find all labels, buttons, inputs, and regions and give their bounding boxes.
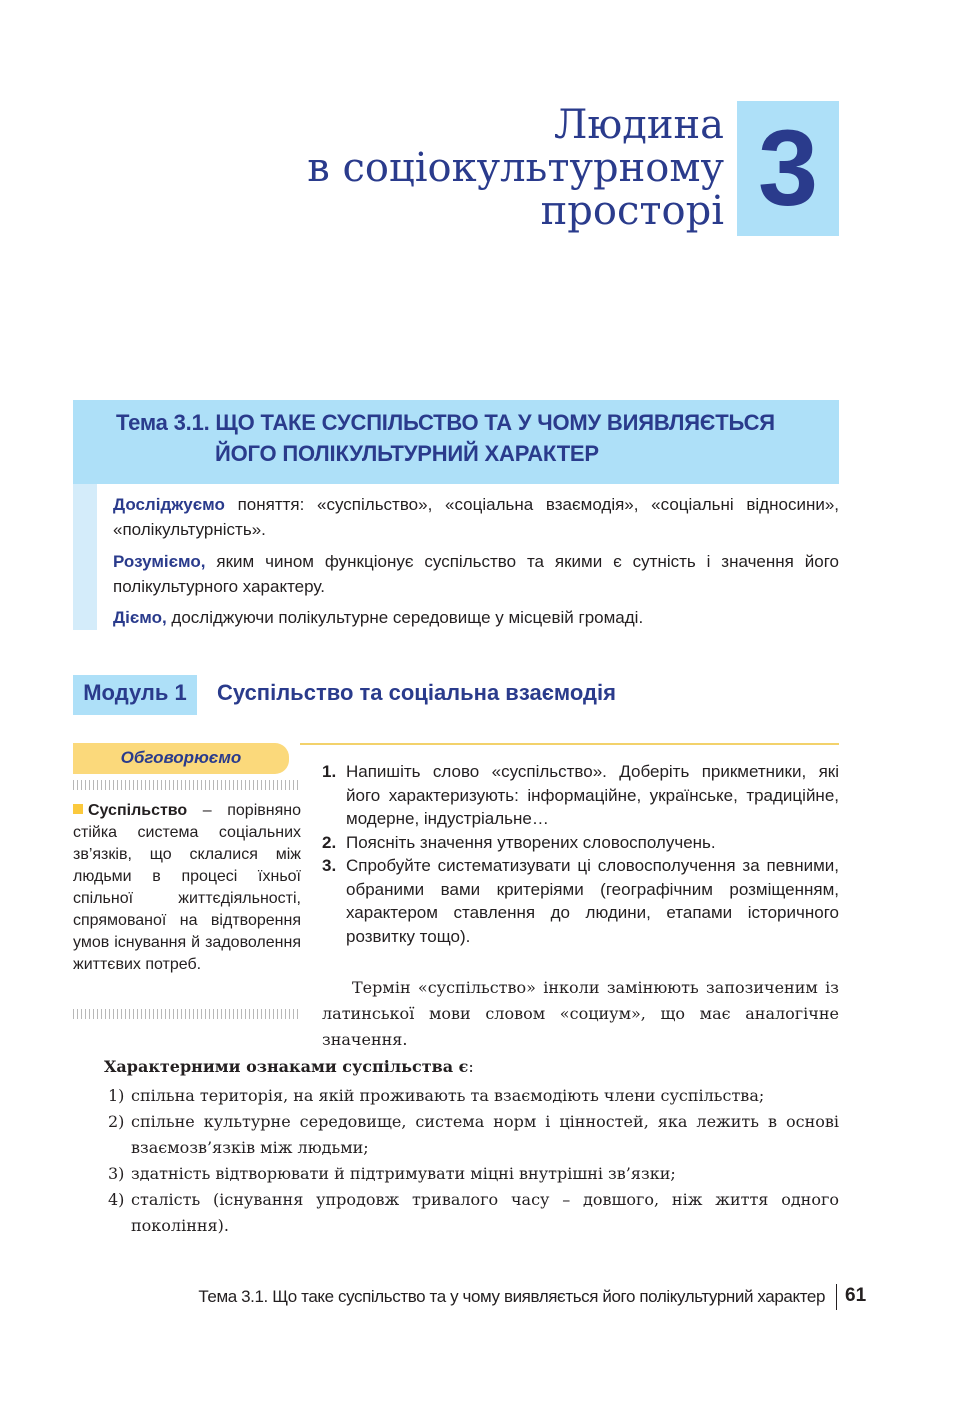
feature-text: здатність відтворювати й підтримувати міцні внутрішні зв’язки; — [131, 1164, 676, 1183]
task-number: 3. — [322, 856, 337, 875]
goal-text: досліджуючи полікультурне середовище у місцевій громаді. — [166, 608, 644, 627]
discuss-label: Обговорюємо — [120, 748, 242, 767]
task-number: 2. — [322, 832, 337, 852]
definition-box — [73, 800, 301, 976]
goal-keyword: Досліджуємо — [113, 495, 225, 514]
module-label-box — [73, 675, 197, 715]
tick-divider — [73, 1009, 301, 1019]
feature-item — [104, 1187, 839, 1239]
chapter-number-box — [737, 101, 839, 236]
task-number: 1. — [322, 762, 337, 781]
chapter-title — [244, 104, 724, 233]
chapter-title-line: Людина — [554, 102, 724, 148]
task-item — [322, 760, 839, 831]
footer-separator — [836, 1284, 837, 1310]
feature-number: 1) — [108, 1086, 125, 1105]
task-list — [322, 760, 839, 948]
goal-explore — [113, 492, 839, 542]
feature-item — [104, 1083, 839, 1109]
definition-text: – порівняно стійка система соціальних зв’язків, що склалися між людьми в процесі їхньої спільної життєдіяльності, спрямованої на відтворення умов існування й задоволення життєвих потреб. — [73, 802, 301, 973]
chapter-title-line: в соціокультурному — [307, 145, 724, 191]
features-heading-text: Характерними ознаками суспільства є — [104, 1057, 469, 1076]
feature-number: 2) — [108, 1112, 125, 1131]
features-list — [104, 1083, 839, 1239]
goal-understand — [113, 549, 839, 599]
module-label: Модуль 1 — [83, 680, 187, 705]
term-paragraph: Термін «суспільство» інколи замінюють запозиченим із латинської мови словом «социум», що має аналогічне значення. — [322, 978, 839, 1049]
goal-act — [113, 605, 839, 630]
feature-text: спільне культурне середовище, система норм і цінностей, яка лежить в основі взаємозв’язків між людьми; — [131, 1112, 839, 1157]
goal-text: поняття: «суспільство», «соціальна взаємодія», «соціальні відносини», «полікультурність». — [113, 495, 839, 539]
features-heading-colon: : — [468, 1057, 474, 1076]
page-number: 61 — [845, 1285, 867, 1306]
goal-text: яким чином функціонує суспільство та якими є сутність і значення його полікультурного характеру. — [113, 552, 839, 596]
feature-item — [104, 1109, 839, 1161]
topic-title-line: Тема 3.1. ЩО ТАКЕ СУСПІЛЬСТВО ТА У ЧОМУ ВИЯВЛЯЄТЬСЯ — [116, 410, 775, 435]
running-footer-title: Тема 3.1. Що таке суспільство та у чому виявляється його полікультурний характер — [198, 1287, 825, 1306]
task-text: Спробуйте систематизувати ці словосполучення за певними, обраними вами критеріями (географічним розміщенням, характером ставлення до людини, етапами історичного розвитку тощо). — [346, 856, 839, 946]
feature-text: спільна територія, на якій проживають та взаємодіють члени суспільства; — [131, 1086, 765, 1105]
feature-text: сталість (існування упродовж тривалого часу – довшого, ніж життя одного покоління). — [131, 1190, 839, 1235]
definition-term: Суспільство — [88, 802, 188, 819]
tick-divider — [73, 780, 301, 790]
square-bullet-icon — [73, 804, 83, 814]
task-text: Напишіть слово «суспільство». Доберіть прикметники, які його характеризують: інформаційне, українське, традиційне, модерне, індустріальне… — [346, 762, 839, 828]
features-heading — [104, 1057, 474, 1076]
goals-side-bar — [73, 484, 97, 630]
goal-keyword: Діємо, — [113, 608, 167, 627]
task-text: Поясніть значення утворених словосполучень. — [346, 832, 716, 852]
chapter-number: 3 — [757, 107, 819, 228]
task-item — [322, 854, 839, 948]
topic-banner — [73, 400, 839, 484]
feature-item — [104, 1161, 839, 1187]
goal-keyword: Розуміємо, — [113, 552, 206, 571]
discuss-tab — [73, 743, 289, 774]
task-item — [322, 831, 839, 855]
feature-number: 3) — [108, 1164, 125, 1183]
discuss-divider — [300, 743, 839, 745]
topic-title-line: ЙОГО ПОЛІКУЛЬТУРНИЙ ХАРАКТЕР — [215, 441, 599, 466]
module-title: Суспільство та соціальна взаємодія — [217, 680, 616, 705]
feature-number: 4) — [108, 1190, 125, 1209]
chapter-title-line: просторі — [540, 188, 724, 234]
